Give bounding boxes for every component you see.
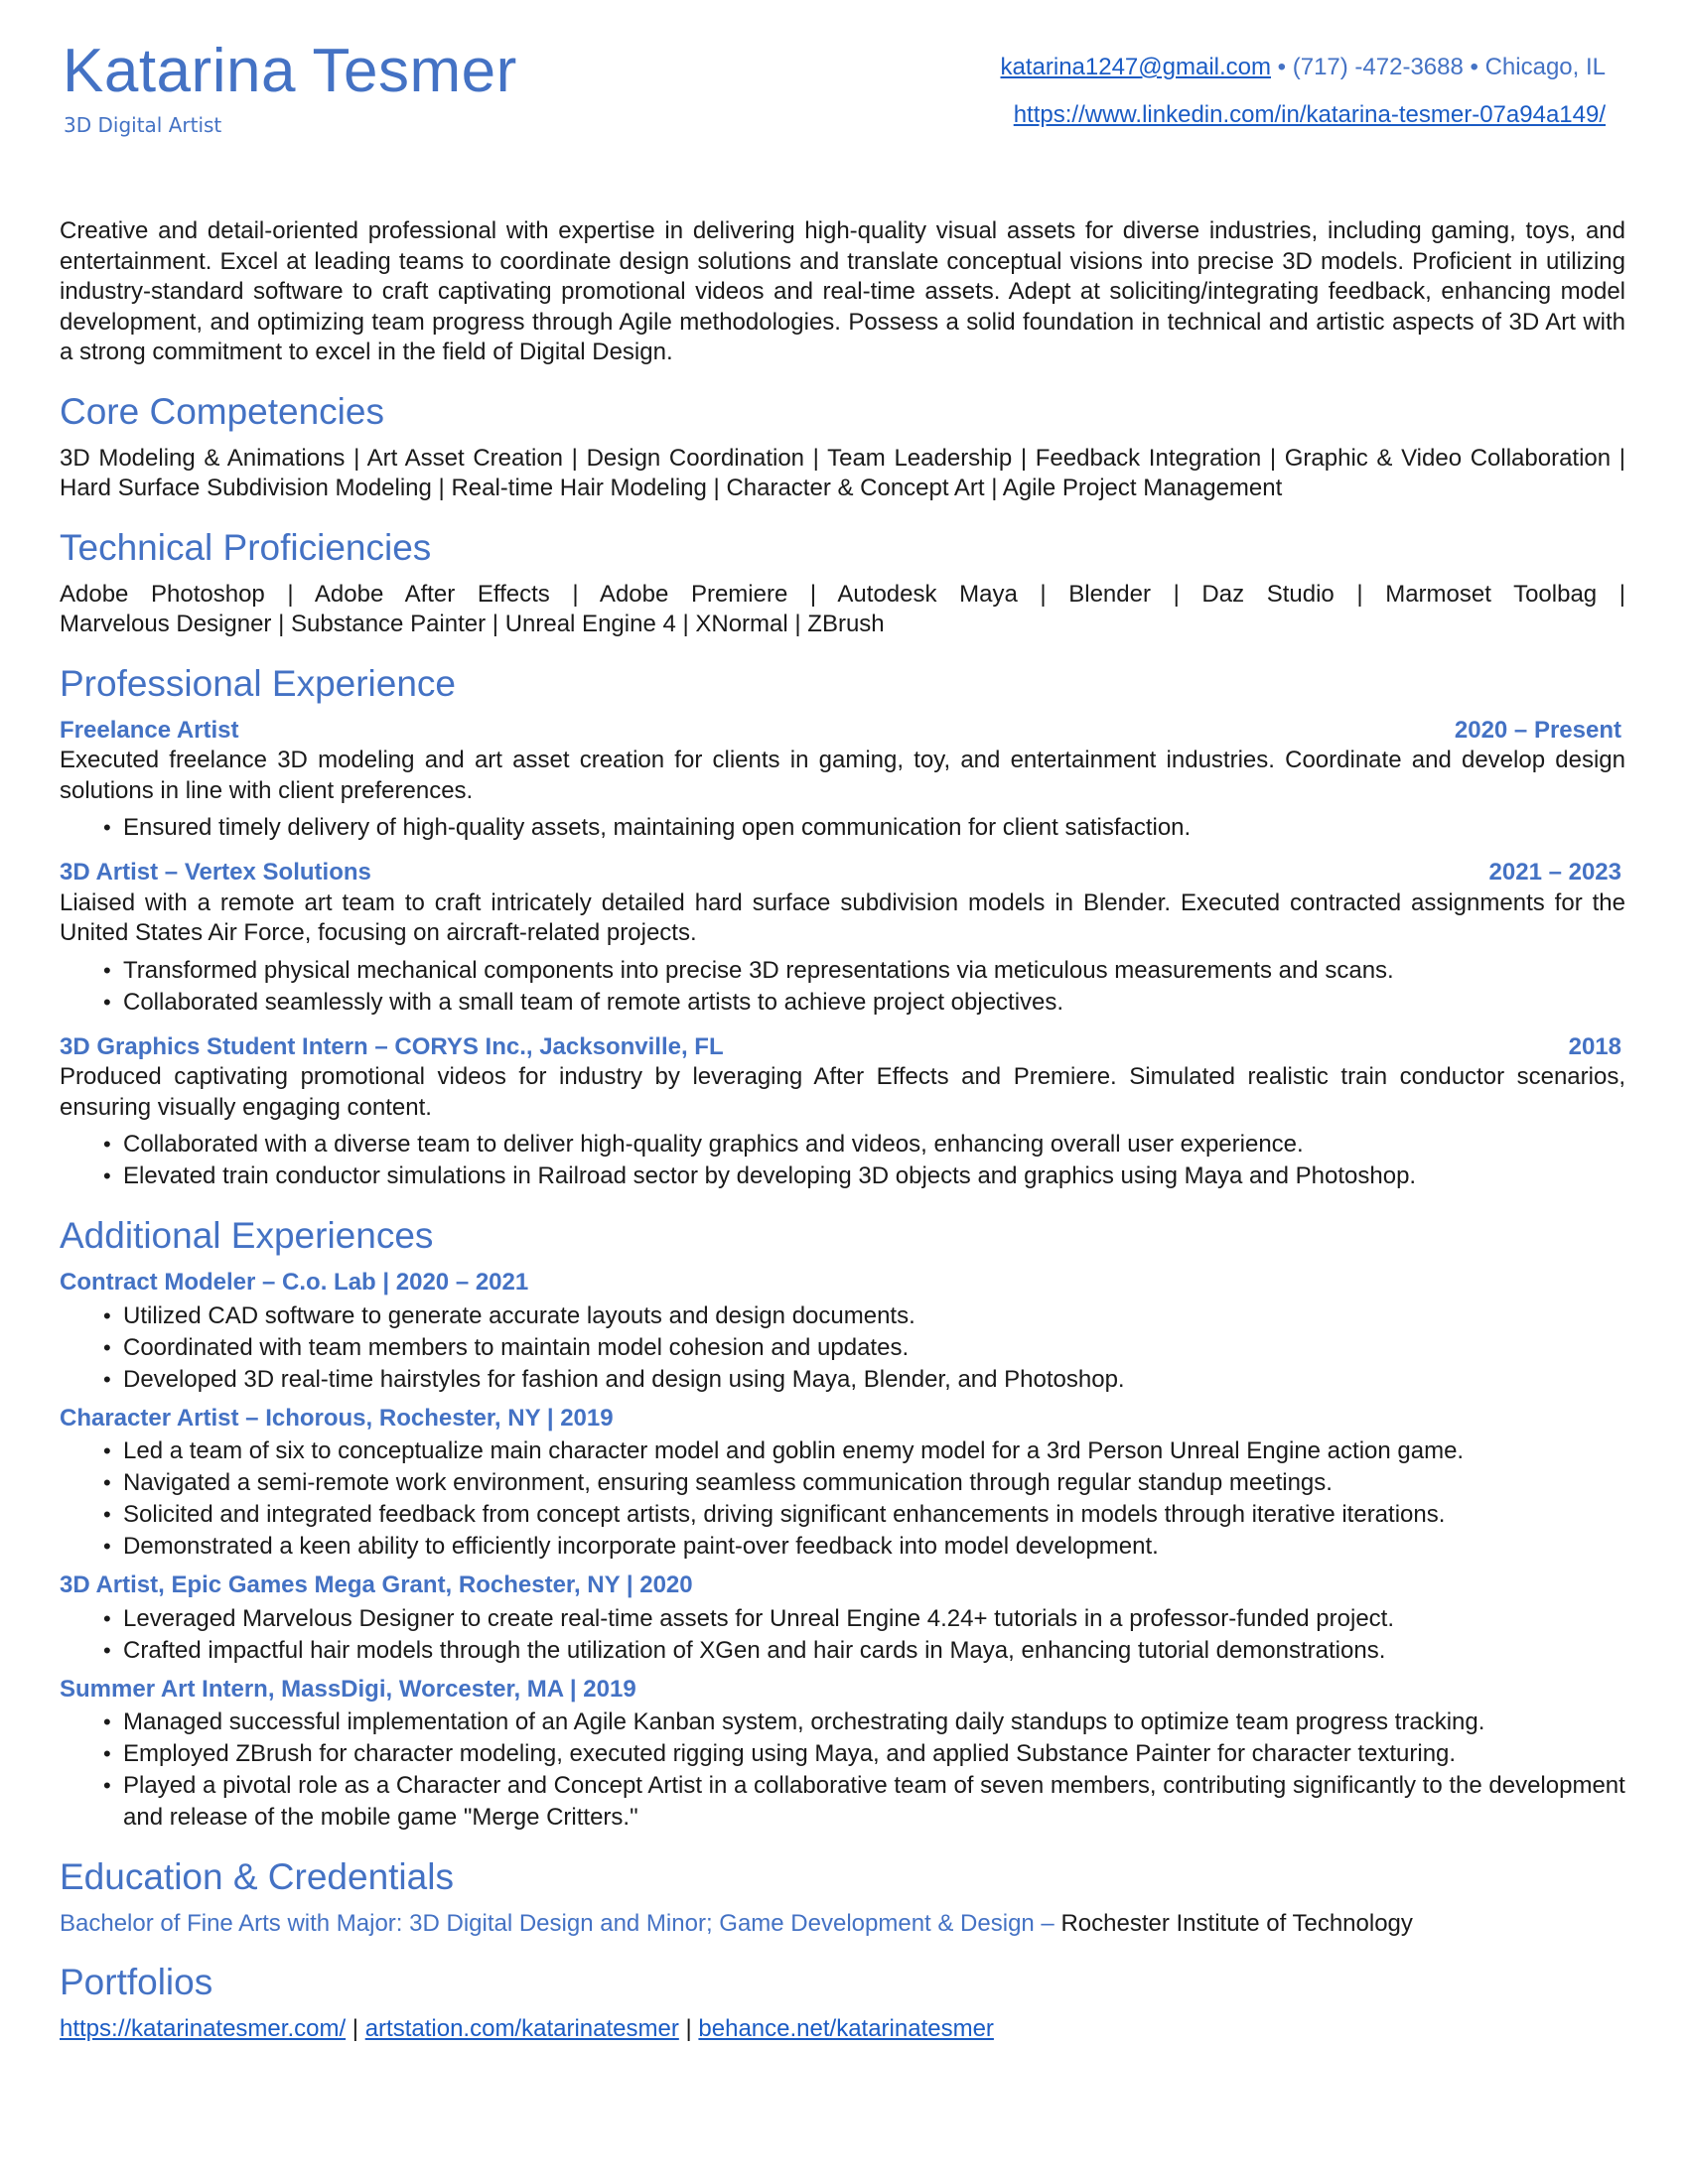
core-competencies-heading: Core Competencies	[60, 390, 384, 432]
bullet-item: • Played a pivotal role as a Character and Concept Artist in a collaborative team of seven members, contributing significantly to the development and release of the mobile game "Merge Critters."	[60, 1770, 1625, 1834]
bullet-item: • Leveraged Marvelous Designer to create real-time assets for Unreal Engine 4.24+ tutorials in a professor-funded project.	[60, 1603, 1625, 1635]
bullet-item: • Utilized CAD software to generate accurate layouts and design documents.	[60, 1300, 1625, 1332]
additional-entry	[60, 1570, 1625, 1667]
job-description: Liaised with a remote art team to craft intricately detailed hard surface subdivision models in Blender. Executed contracted assignments for the United States Air Force, focusing on aircraft-related projects.	[60, 888, 1625, 946]
job-role: 3D Graphics Student Intern – CORYS Inc., Jacksonville, FL	[60, 1032, 724, 1060]
school-name: Rochester Institute of Technology	[1060, 1910, 1413, 1937]
job-entry	[60, 1032, 1625, 1193]
candidate-subtitle: 3D Digital Artist	[64, 113, 222, 137]
bullet-item: • Coordinated with team members to maintain model cohesion and updates.	[60, 1332, 1625, 1364]
job-header	[60, 716, 1625, 747]
bullet-item: • Employed ZBrush for character modeling, executed rigging using Maya, and applied Substance Painter for character texturing.	[60, 1738, 1625, 1770]
behance-link[interactable]: behance.net/katarinatesmer	[698, 2015, 994, 2042]
job-entry	[60, 716, 1625, 845]
candidate-name: Katarina Tesmer	[63, 37, 517, 105]
bullet-item: • Managed successful implementation of an Agile Kanban system, orchestrating daily standups to optimize team progress tracking.	[60, 1706, 1625, 1738]
bullet-item: • Developed 3D real-time hairstyles for fashion and design using Maya, Blender, and Photoshop.	[60, 1364, 1625, 1396]
additional-entry	[60, 1404, 1625, 1564]
technical-line-2: Marvelous Designer | Substance Painter | Unreal Engine 4 | XNormal | ZBrush	[60, 611, 885, 637]
additional-entry	[60, 1268, 1625, 1396]
job-role: Freelance Artist	[60, 716, 239, 744]
job-date: 2018	[1568, 1032, 1621, 1060]
link-separator: |	[346, 2015, 365, 2042]
degree-text: Bachelor of Fine Arts with Major: 3D Digital Design and Minor; Game Development & Design –	[60, 1910, 1061, 1937]
job-entry	[60, 858, 1625, 1019]
bullet-item: • Ensured timely delivery of high-quality assets, maintaining open communication for client satisfaction.	[60, 812, 1625, 844]
additional-experiences-heading: Additional Experiences	[60, 1215, 434, 1256]
phone-location: • (717) -472-3688 • Chicago, IL	[1271, 54, 1606, 80]
job-role: 3D Artist – Vertex Solutions	[60, 859, 371, 886]
link-separator: |	[678, 2015, 699, 2042]
additional-bullets	[60, 1706, 1625, 1834]
technical-line-1: Adobe Photoshop | Adobe After Effects | Adobe Premiere | Autodesk Maya | Blender | Daz Studio | Marmoset Toolbag |	[60, 580, 1625, 608]
job-description: Executed freelance 3D modeling and art asset creation for clients in gaming, toy, and entertainment industries. Coordinate and develop design solutions in line with client preferences.	[60, 747, 1625, 804]
contact-line	[1001, 54, 1607, 81]
education-heading: Education & Credentials	[60, 1856, 454, 1897]
additional-entry-title: Contract Modeler – C.o. Lab | 2020 – 2021	[60, 1269, 529, 1296]
job-header	[60, 1032, 1625, 1063]
additional-bullets	[60, 1300, 1625, 1396]
education-entry	[60, 1909, 1625, 1939]
linkedin-line	[1014, 101, 1606, 129]
additional-bullets	[60, 1603, 1625, 1667]
job-header	[60, 858, 1625, 888]
additional-bullets	[60, 1435, 1625, 1563]
bullet-item: • Crafted impactful hair models through the utilization of XGen and hair cards in Maya, enhancing tutorial demonstrations.	[60, 1635, 1625, 1667]
bullet-item: • Led a team of six to conceptualize main character model and goblin enemy model for a 3rd Person Unreal Engine action game.	[60, 1435, 1625, 1467]
bullet-item: • Demonstrated a keen ability to efficiently incorporate paint-over feedback into model development.	[60, 1531, 1625, 1563]
job-description: Produced captivating promotional videos for industry by leveraging After Effects and Premiere. Simulated realistic train conductor scenarios, ensuring visually engaging content.	[60, 1063, 1625, 1121]
portfolios-heading: Portfolios	[60, 1962, 213, 2002]
additional-entry-title: Summer Art Intern, MassDigi, Worcester, MA | 2019	[60, 1675, 636, 1703]
resume-page	[60, 36, 1625, 2044]
artstation-link[interactable]: artstation.com/katarinatesmer	[364, 2015, 679, 2042]
portfolio-links	[60, 2014, 1625, 2044]
bullet-item: • Elevated train conductor simulations in Railroad sector by developing 3D objects and graphics using Maya and Photoshop.	[60, 1160, 1625, 1192]
linkedin-link[interactable]: https://www.linkedin.com/in/katarina-tesmer-07a94a149/	[1013, 101, 1606, 128]
bullet-item: • Collaborated with a diverse team to deliver high-quality graphics and videos, enhancing overall user experience.	[60, 1129, 1625, 1160]
job-bullets	[60, 1129, 1625, 1192]
email-link[interactable]: katarina1247@gmail.com	[1000, 54, 1271, 80]
core-competencies-text: 3D Modeling & Animations | Art Asset Creation | Design Coordination | Team Leadership | Feedback Integration | Graphic & Video Collaboration | Hard Surface Subdivision Modeling | Real-time Hair Modeling | Character & Concept Art | Agile Project Management	[60, 444, 1625, 501]
summary-paragraph: Creative and detail-oriented professional with expertise in delivering high-quality visual assets for diverse industries, including gaming, toys, and entertainment. Excel at leading teams to coordinate design solutions and translate conceptual visions into precise 3D models. Proficient in utilizing industry-standard software to craft captivating promotional videos and real-time assets. Adept at soliciting/integrating feedback, enhancing model development, and optimizing team progress through Agile methodologies. Possess a solid foundation in technical and artistic aspects of 3D Art with a strong commitment to excel in the field of Digital Design.	[60, 217, 1625, 365]
technical-proficiencies-heading: Technical Proficiencies	[60, 526, 432, 568]
resume-header	[60, 36, 1625, 145]
bullet-item: • Solicited and integrated feedback from concept artists, driving significant enhancements in models through iterative iterations.	[60, 1499, 1625, 1531]
bullet-item: • Collaborated seamlessly with a small team of remote artists to achieve project objectives.	[60, 987, 1625, 1019]
additional-entry-title: 3D Artist, Epic Games Mega Grant, Rochester, NY | 2020	[60, 1571, 693, 1598]
bullet-item: • Transformed physical mechanical components into precise 3D representations via meticulous measurements and scans.	[60, 955, 1625, 987]
additional-entry-title: Character Artist – Ichorous, Rochester, NY | 2019	[60, 1404, 614, 1432]
portfolio-site-link[interactable]: https://katarinatesmer.com/	[60, 2015, 347, 2042]
job-date: 2021 – 2023	[1488, 859, 1621, 886]
job-date: 2020 – Present	[1454, 716, 1621, 744]
bullet-item: • Navigated a semi-remote work environment, ensuring seamless communication through regular standup meetings.	[60, 1467, 1625, 1499]
professional-experience-heading: Professional Experience	[60, 662, 456, 704]
job-bullets	[60, 955, 1625, 1019]
job-bullets	[60, 812, 1625, 844]
additional-entry	[60, 1675, 1625, 1835]
